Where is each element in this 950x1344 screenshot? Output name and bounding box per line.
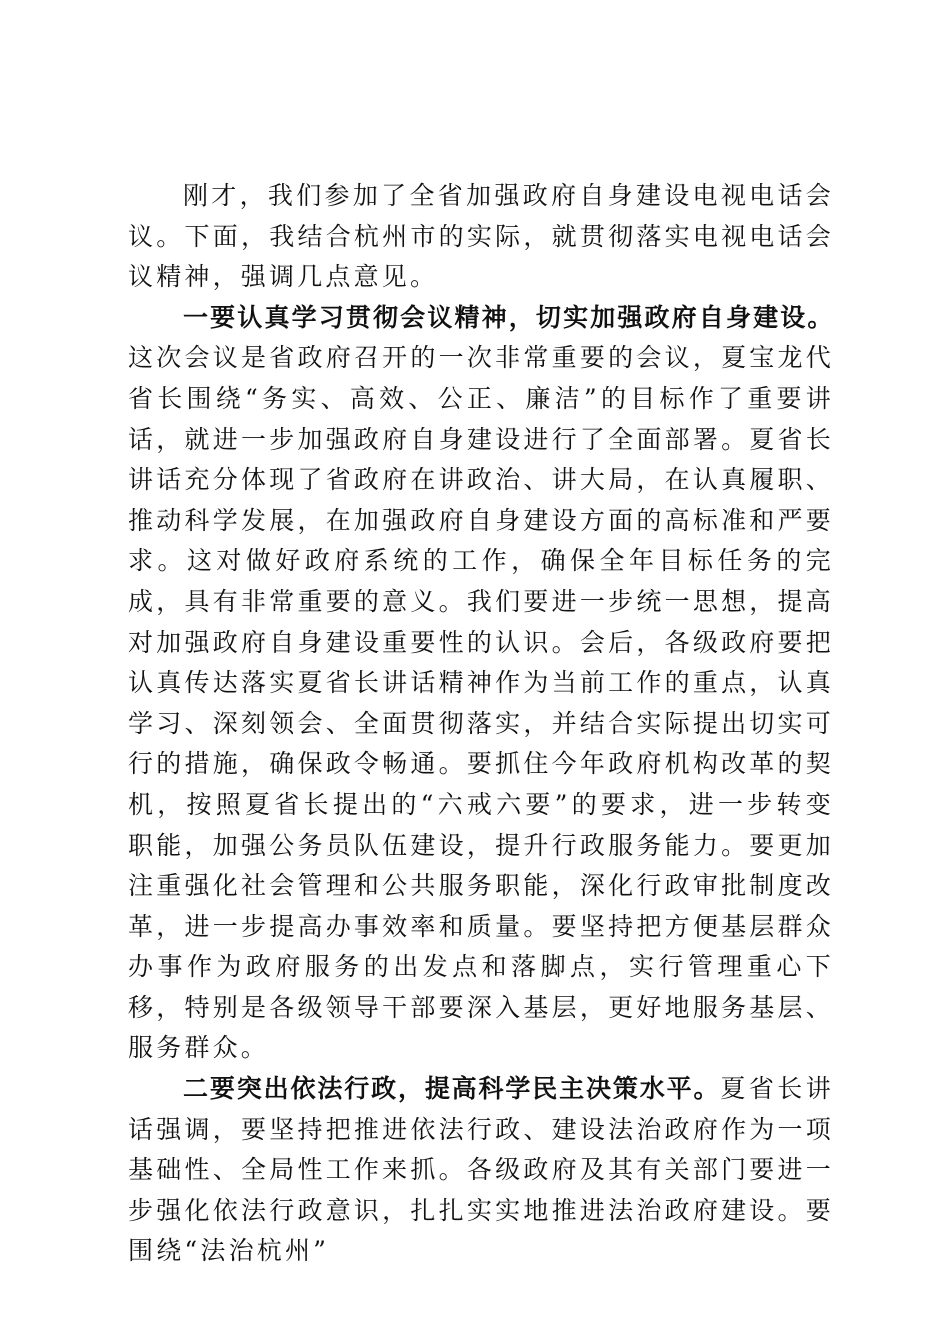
section-1-paragraph	[128, 298, 834, 1069]
intro-text: 刚才，我们参加了全省加强政府自身建设电视电话会议。下面，我结合杭州市的实际，就贯彻落实电视电话会议精神，强调几点意见。	[128, 181, 834, 292]
section-2-body: 夏省长讲话强调，要坚持把推进依法行政、建设法治政府作为一项基础性、全局性工作来抓。各级政府及其有关部门要进一步强化依法行政意识，扎扎实实地推进法治政府建设。要围绕“法治杭州”	[128, 1074, 834, 1266]
document-page	[128, 176, 834, 1272]
section-1-body: 这次会议是省政府召开的一次非常重要的会议，夏宝龙代省长围绕“务实、高效、公正、廉洁”的目标作了重要讲话，就进一步加强政府自身建设进行了全面部署。夏省长讲话充分体现了省政府在讲政治、讲大局，在认真履职、推动科学发展，在加强政府自身建设方面的高标准和严要求。这对做好政府系统的工作，确保全年目标任务的完成，具有非常重要的意义。我们要进一步统一思想，提高对加强政府自身建设重要性的认识。会后，各级政府要把认真传达落实夏省长讲话精神作为当前工作的重点，认真学习、深刻领会、全面贯彻落实，并结合实际提出切实可行的措施，确保政令畅通。要抓住今年政府机构改革的契机，按照夏省长提出的“六戒六要”的要求，进一步转变职能，加强公务员队伍建设，提升行政服务能力。要更加注重强化社会管理和公共服务职能，深化行政审批制度改革，进一步提高办事效率和质量。要坚持把方便基层群众办事作为政府服务的出发点和落脚点，实行管理重心下移，特别是各级领导干部要深入基层，更好地服务基层、服务群众。	[128, 343, 834, 1063]
section-1-heading: 一要认真学习贯彻会议精神，切实加强政府自身建设。	[183, 302, 834, 332]
section-2-paragraph	[128, 1069, 834, 1272]
section-2-heading: 二要突出依法行政，提高科学民主决策水平。	[183, 1074, 721, 1104]
intro-paragraph	[128, 176, 834, 298]
